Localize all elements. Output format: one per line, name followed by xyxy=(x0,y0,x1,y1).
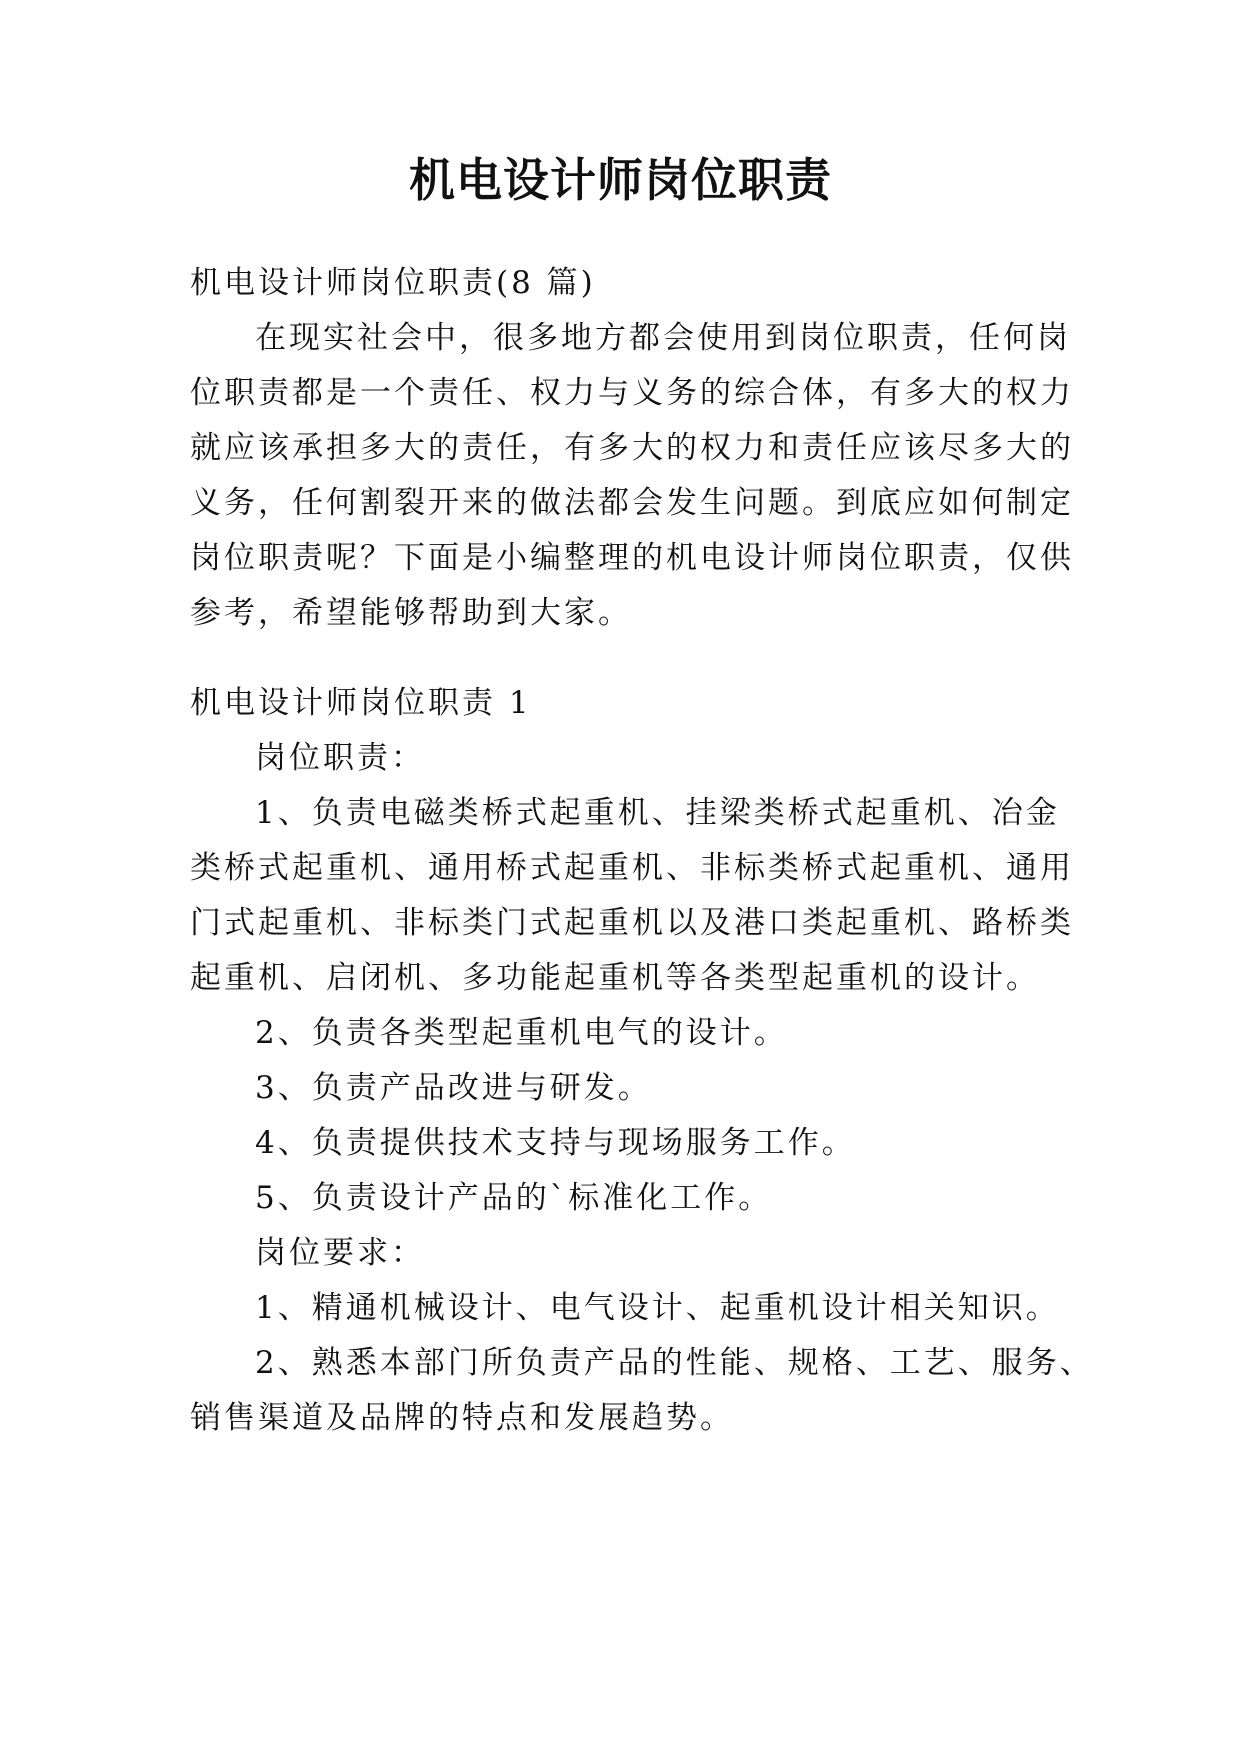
intro-line: 在现实社会中，很多地方都会使用到岗位职责，任何岗 xyxy=(255,320,1071,356)
duty-item: 5、负责设计产品的`标准化工作。 xyxy=(255,1180,773,1216)
intro-line: 义务，任何割裂开来的做法都会发生问题。到底应如何制定 xyxy=(190,485,1074,521)
duty-item: 1、负责电磁类桥式起重机、挂梁类桥式起重机、冶金 xyxy=(255,795,1060,831)
duty-item: 4、负责提供技术支持与现场服务工作。 xyxy=(255,1125,856,1161)
requirement-item: 2、熟悉本部门所负责产品的性能、规格、工艺、服务、 xyxy=(255,1345,1094,1381)
duty-item: 2、负责各类型起重机电气的设计。 xyxy=(255,1015,788,1051)
requirement-item: 1、精通机械设计、电气设计、起重机设计相关知识。 xyxy=(255,1290,1060,1326)
duty-item-cont: 类桥式起重机、通用桥式起重机、非标类桥式起重机、通用 xyxy=(190,850,1074,886)
document-title: 机电设计师岗位职责 xyxy=(409,153,832,207)
duty-item-cont: 门式起重机、非标类门式起重机以及港口类起重机、路桥类 xyxy=(190,905,1074,941)
duties-heading: 岗位职责： xyxy=(255,740,425,776)
intro-line: 参考，希望能够帮助到大家。 xyxy=(190,595,632,631)
intro-line: 位职责都是一个责任、权力与义务的综合体，有多大的权力 xyxy=(190,375,1074,411)
subtitle-line: 机电设计师岗位职责(8 篇) xyxy=(190,265,596,301)
duty-item: 3、负责产品改进与研发。 xyxy=(255,1070,652,1106)
section-heading: 机电设计师岗位职责 1 xyxy=(190,685,532,721)
requirements-heading: 岗位要求： xyxy=(255,1235,425,1271)
duty-item-cont: 起重机、启闭机、多功能起重机等各类型起重机的设计。 xyxy=(190,960,1040,996)
requirement-item-cont: 销售渠道及品牌的特点和发展趋势。 xyxy=(190,1400,734,1436)
intro-line: 岗位职责呢？下面是小编整理的机电设计师岗位职责，仅供 xyxy=(190,540,1074,576)
intro-line: 就应该承担多大的责任，有多大的权力和责任应该尽多大的 xyxy=(190,430,1074,466)
